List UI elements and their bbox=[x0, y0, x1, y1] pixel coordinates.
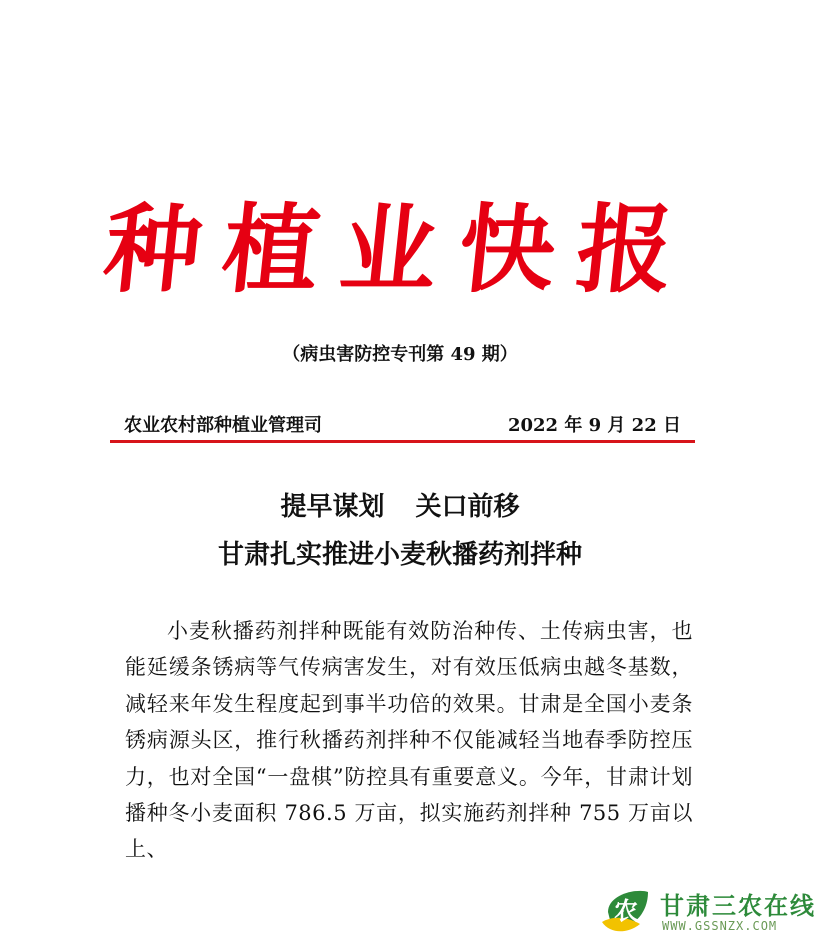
article-body: 小麦秋播药剂拌种既能有效防治种传、土传病虫害，也能延缓条锈病等气传病害发生，对有效压低病虫越冬基数，减轻来年发生程度起到事半功倍的效果。甘肃是全国小麦条锈病源头区，推行秋播药剂拌种不仅能减轻当地春季防控压力，也对全国“一盘棋”防控具有重要意义。今年，甘肃计划播种冬小麦面积 786.5 万亩，拟实施药剂拌种 755 万亩以上、 bbox=[125, 619, 693, 862]
article-title-line2: 甘肃扎实推进小麦秋播药剂拌种 bbox=[217, 540, 582, 570]
site-watermark bbox=[598, 878, 816, 944]
masthead-char: 植 bbox=[217, 194, 347, 306]
masthead-char: 种 bbox=[99, 194, 229, 306]
red-divider bbox=[110, 440, 695, 443]
article-title-line1: 提早谋划 关口前移 bbox=[280, 492, 520, 522]
logo-char: 农 bbox=[614, 897, 638, 925]
publisher-header bbox=[110, 413, 695, 439]
masthead-char: 快 bbox=[453, 194, 583, 306]
site-url: WWW.GSSNZX.COM bbox=[662, 919, 778, 933]
publish-date: 2022 年 9 月 22 日 bbox=[507, 415, 681, 436]
publisher-org: 农业农村部种植业管理司 bbox=[124, 415, 322, 436]
masthead-char: 业 bbox=[335, 194, 465, 306]
issue-number: （病虫害防控专刊第 49 期） bbox=[282, 344, 518, 365]
masthead-char: 报 bbox=[571, 194, 701, 306]
site-name: 甘肃三农在线 bbox=[660, 892, 816, 920]
masthead-title bbox=[0, 195, 806, 305]
